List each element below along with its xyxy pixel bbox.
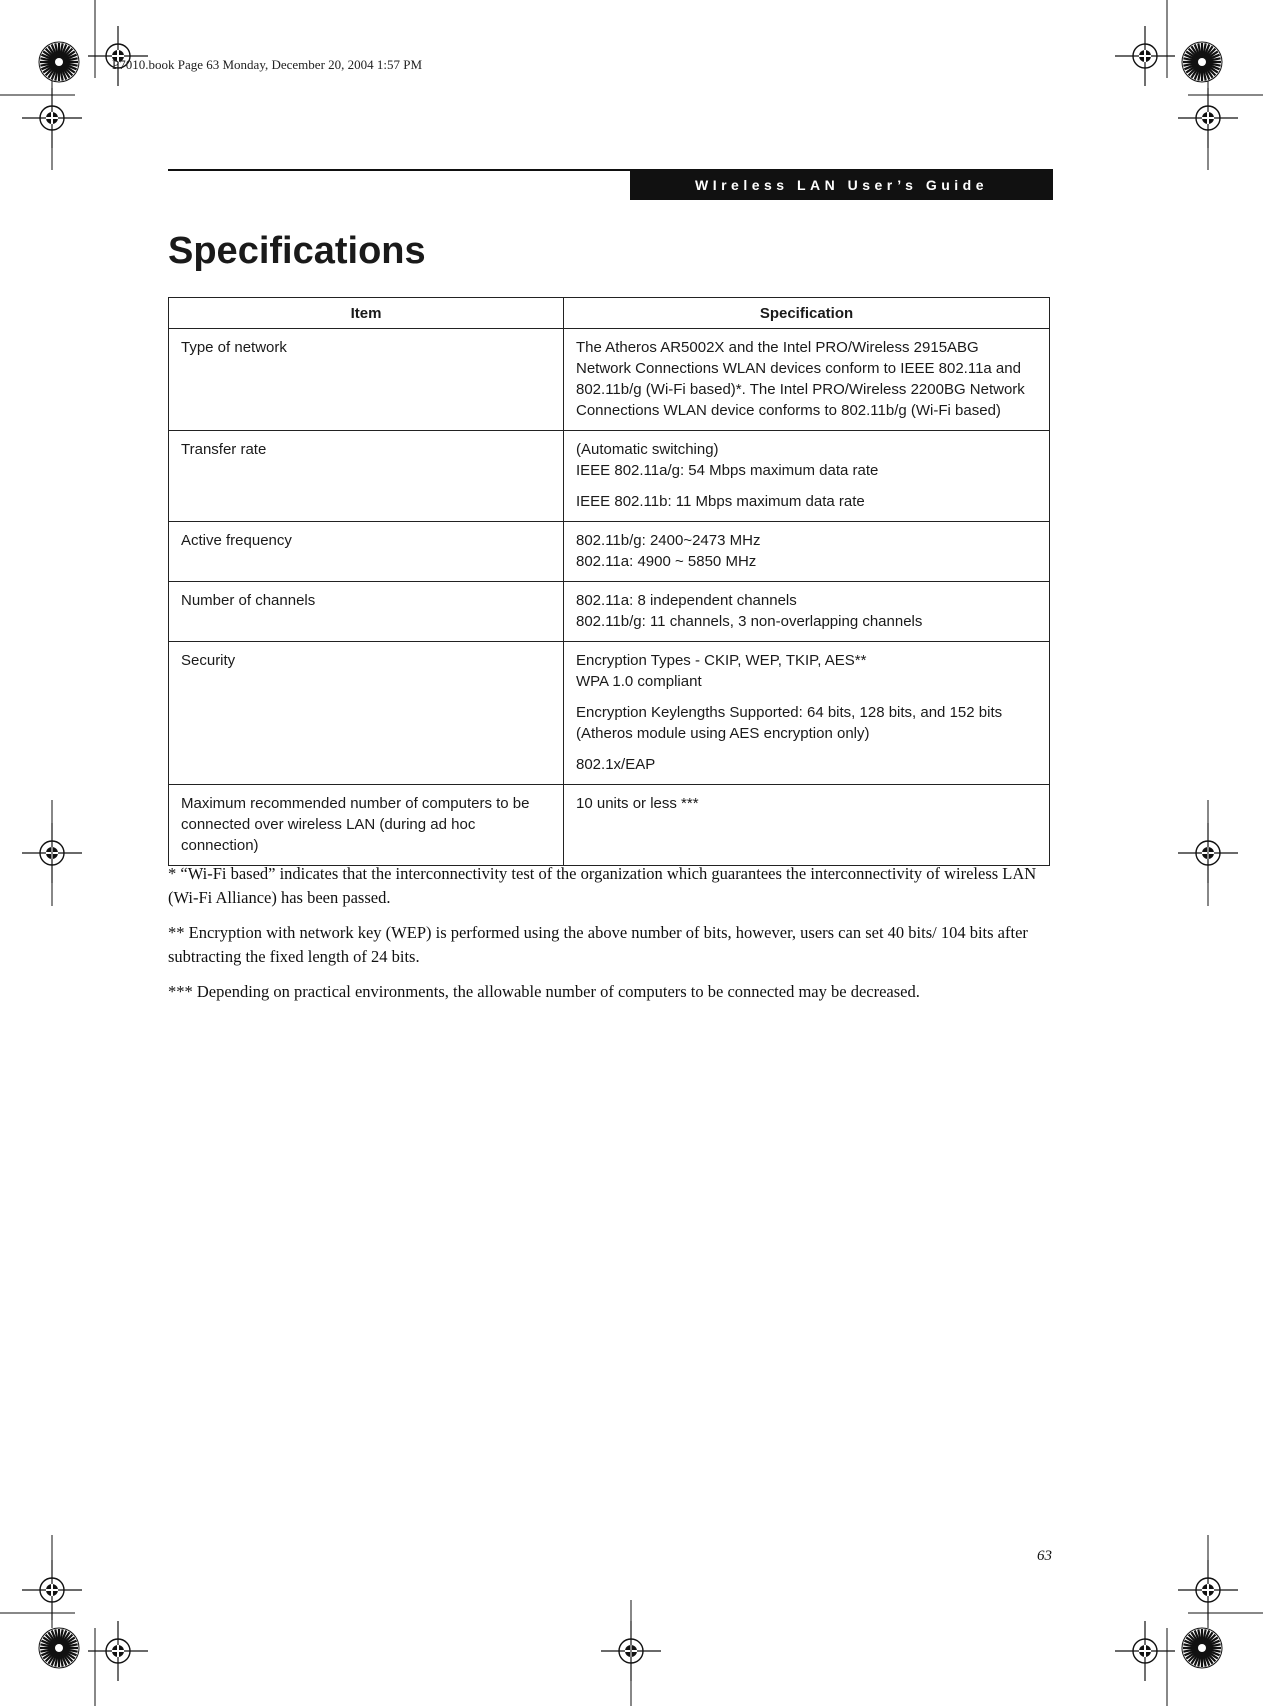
registration-target-icon — [22, 88, 82, 148]
column-header-item: Item — [169, 298, 564, 329]
spec-text: IEEE 802.11a/g: 54 Mbps maximum data rate — [576, 462, 879, 479]
spec-text: WPA 1.0 compliant — [576, 673, 702, 690]
item-cell: Active frequency — [169, 522, 564, 582]
spec-text: 802.11a: 8 independent channels — [576, 592, 797, 609]
registration-target-icon — [22, 1560, 82, 1620]
spec-text: 802.11b/g: 2400~2473 MHz — [576, 532, 761, 549]
star-target-icon — [1182, 1628, 1222, 1668]
registration-target-icon — [1178, 88, 1238, 148]
spec-text: Encryption Keylengths Supported: 64 bits, 128 bits, and 152 bits (Atheros module using AES encryption only) — [576, 704, 1003, 742]
spec-text: 802.11a: 4900 ~ 5850 MHz — [576, 553, 757, 570]
spec-text: The Atheros AR5002X and the Intel PRO/Wireless 2915ABG Network Connections WLAN devices conform to IEEE 802.11a and 802.11b/g (Wi-Fi based)*. The Intel PRO/Wireless 2200BG Network Connections WLAN device conforms to 802.11b/g (Wi-Fi based) — [576, 339, 1025, 419]
spec-cell — [564, 522, 1050, 582]
registration-target-icon — [88, 1621, 148, 1681]
item-cell: Number of channels — [169, 582, 564, 642]
item-cell: Maximum recommended number of computers to be connected over wireless LAN (during ad hoc connection) — [169, 785, 564, 866]
table-row — [169, 582, 1050, 642]
footnote: *** Depending on practical environments, the allowable number of computers to be connected may be decreased. — [168, 982, 920, 1001]
spec-text: Encryption Types - CKIP, WEP, TKIP, AES** — [576, 652, 867, 669]
star-target-icon — [39, 1628, 79, 1668]
item-cell: Type of network — [169, 329, 564, 431]
page-number: 63 — [1037, 1548, 1052, 1564]
registration-target-icon — [1178, 1560, 1238, 1620]
column-header-specification: Specification — [564, 298, 1050, 329]
table-row — [169, 642, 1050, 785]
registration-target-icon — [1115, 26, 1175, 86]
spec-text: IEEE 802.11b: 11 Mbps maximum data rate — [576, 493, 865, 510]
spec-cell — [564, 642, 1050, 785]
running-header: WIreless LAN User’s Guide — [630, 169, 1053, 200]
spec-text: 10 units or less *** — [576, 795, 699, 812]
spec-text: 802.11b/g: 11 channels, 3 non-overlapping channels — [576, 613, 923, 630]
item-cell: Transfer rate — [169, 431, 564, 522]
footnote: ** Encryption with network key (WEP) is performed using the above number of bits, however, users can set 40 bits/ 104 bits after subtracting the fixed length of 24 bits. — [168, 923, 1028, 966]
spec-cell — [564, 329, 1050, 431]
spec-text: (Automatic switching) — [576, 441, 719, 458]
spec-cell — [564, 431, 1050, 522]
spec-cell — [564, 785, 1050, 866]
footnote: * “Wi-Fi based” indicates that the interconnectivity test of the organization which guarantees the interconnectivity of wireless LAN (Wi-Fi Alliance) has been passed. — [168, 864, 1037, 907]
star-target-icon — [1182, 42, 1222, 82]
registration-target-icon — [88, 26, 148, 86]
star-target-icon — [39, 42, 79, 82]
footnotes — [168, 862, 1050, 1015]
item-cell: Security — [169, 642, 564, 785]
table-row — [169, 329, 1050, 431]
print-stamp: P7010.book Page 63 Monday, December 20, 2004 1:57 PM — [112, 57, 423, 72]
table-row — [169, 522, 1050, 582]
specifications-table — [168, 297, 1050, 866]
spec-cell — [564, 582, 1050, 642]
page-title: Specifications — [168, 230, 426, 272]
header-rule — [168, 169, 630, 171]
table-header-row — [169, 298, 1050, 329]
table-row — [169, 431, 1050, 522]
table-row — [169, 785, 1050, 866]
registration-target-icon — [1115, 1621, 1175, 1681]
spec-text: 802.1x/EAP — [576, 756, 656, 773]
